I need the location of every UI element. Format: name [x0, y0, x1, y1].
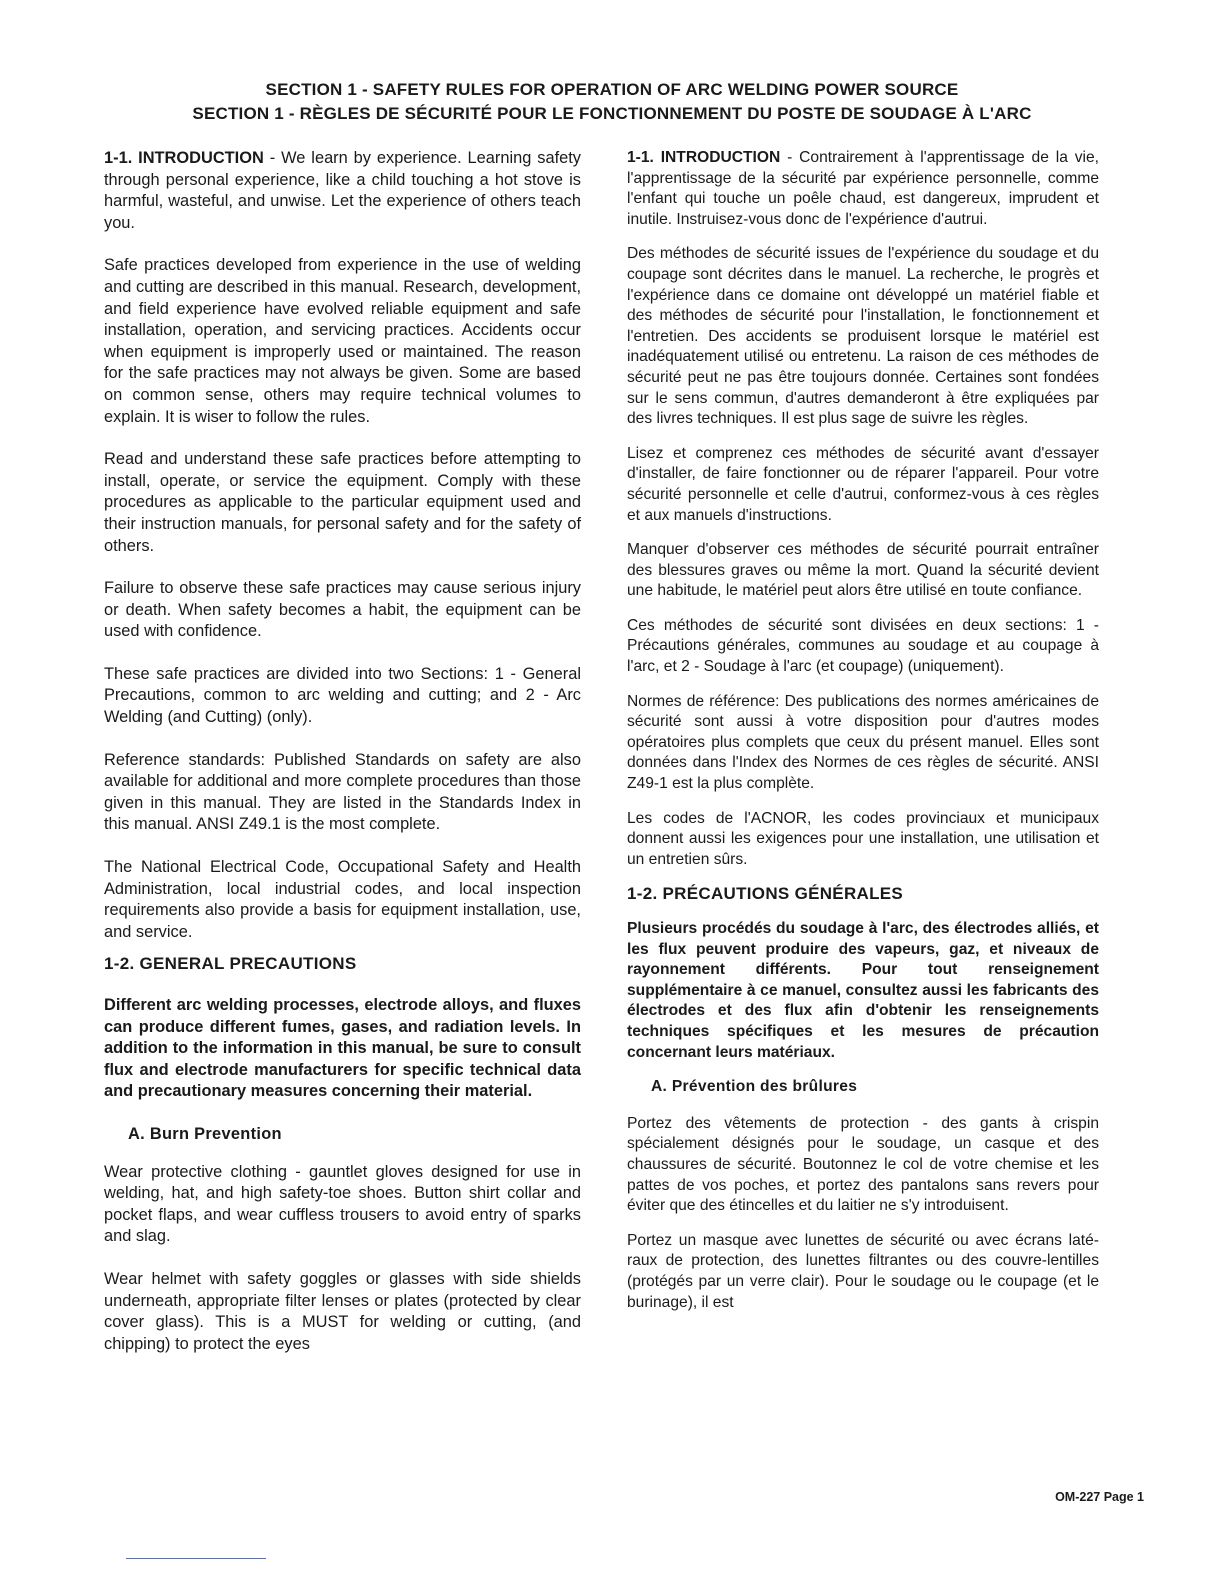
paragraph-safe-practices: Safe practices developed from experience in the use of welding and cutting are described in this manual. Research, development, and field experience have evolved reliable equipment and safe installation, operation, and servicing practices. Accidents occur when equipment is improperly used or maintained. The reason for the safe practices may not always be given. Some are based on common sense, others may require technical volumes to explain. It is wiser to follow the rules. [104, 256, 581, 426]
intro-heading-fr: 1-1. INTRODUCTION [627, 149, 781, 166]
english-column [104, 148, 581, 1376]
intro-paragraph [104, 148, 581, 234]
intro-heading: 1-1. INTRODUCTION [104, 149, 264, 167]
page-number: OM-227 Page 1 [1055, 1490, 1144, 1504]
intro-text-fr: - Contrairement à l'apprentissage de la vie, l'apprentissage de la sécurité par expérience personnelle, comme l'enfant qui touche un poêle chaud, est dangereux, imprudent et inutile. Instruisez-vous donc de l'expérience d'autrui. [627, 149, 1099, 228]
title-french: SECTION 1 - RÈGLES DE SÉCURITÉ POUR LE FONCTIONNEMENT DU POSTE DE SOUDAGE À L'ARC [192, 104, 1032, 123]
paragraph-electrical-code: The National Electrical Code, Occupational Safety and Health Administration, local industrial codes, and local inspection requirements also provide a basis for equipment installation, use, and service. [104, 858, 581, 941]
paragraph-helmet-fr: Portez un masque avec lunettes de sécurité ou avec écrans laté-raux de protection, des lunettes filtrantes ou des couvre-lentilles (protégés par un verre clair). Pour le soudage ou le coupage (et le burinage), il est [627, 1231, 1099, 1311]
general-precautions-warning: Different arc welding processes, electrode alloys, and fluxes can produce different fumes, gases, and radiation levels. In addition to the information in this manual, be sure to consult flux and electrode manufacturers for specific technical data and precautionary measures concerning their material. [104, 996, 581, 1101]
paragraph-read-understand: Read and understand these safe practices before attempting to install, operate, or service the equipment. Comply with these procedures as applicable to the particular equipment used and their instruction manuals, for personal safety and for the safety of others. [104, 450, 581, 555]
paragraph-helmet: Wear helmet with safety goggles or glasses with side shields underneath, appropriate filter lenses or plates (protected by clear cover glass). This is a MUST for welding or cutting, (and chipping) to protect the eyes [104, 1269, 581, 1353]
intro-text: - We learn by experience. Learning safety through personal experience, like a child touching a hot stove is harmful, wasteful, and unwise. Let the experience of others teach you. [104, 149, 581, 232]
general-precautions-warning-fr: Plusieurs procédés du soudage à l'arc, des électrodes alliés, et les flux peuvent produire des vapeurs, gaz, et niveaux de rayonnement différents. Pour tout renseignement supplémentaire à ce manuel, consultez aussi les fabricants des électrodes et des flux afin d'obtenir les renseignements techniques spécifiques et les mesures de précaution concernant leurs matériaux. [627, 920, 1099, 1061]
burn-prevention-heading: A. Burn Prevention [128, 1124, 282, 1143]
paragraph-reference-standards-fr: Normes de référence: Des publications des normes américaines de sécurité sont aussi à votre disposition pour d'autres modes opératoires plus complets que ceux du présent manuel. Elles sont données dans l'Index des Normes de ces règles de sécurité. ANSI Z49-1 est la plus complète. [627, 692, 1099, 793]
paragraph-sections-fr: Ces méthodes de sécurité sont divisées en deux sections: 1 - Précautions générales, communes au soudage et au coupage à l'arc, et 2 - Soudage à l'arc (et coupage) (uniquement). [627, 616, 1099, 676]
paragraph-protective-clothing: Wear protective clothing - gauntlet gloves designed for use in welding, hat, and high safety-toe shoes. Button shirt collar and pocket flaps, and wear cuffless trousers to avoid entry of sparks and slag. [104, 1162, 581, 1246]
scan-mark [126, 1558, 266, 1559]
burn-prevention-heading-fr: A. Prévention des brûlures [651, 1078, 858, 1096]
paragraph-electrical-code-fr: Les codes de l'ACNOR, les codes provinciaux et municipaux donnent aussi les exigences pour une installation, une utilisation et un entretien sûrs. [627, 809, 1099, 868]
intro-paragraph-fr [627, 148, 1099, 230]
paragraph-failure-fr: Manquer d'observer ces méthodes de sécurité pourrait entraîner des blessures graves ou même la mort. Quand la sécurité devient une habitude, le matériel peut alors être utilisé en toute confiance. [627, 541, 1099, 600]
paragraph-reference-standards: Reference standards: Published Standards on safety are also available for additional and more complete procedures than those given in this manual. They are listed in the Standards Index in this manual. ANSI Z49.1 is the most complete. [104, 750, 581, 834]
title-english: SECTION 1 - SAFETY RULES FOR OPERATION OF ARC WELDING POWER SOURCE [265, 80, 959, 99]
paragraph-protective-clothing-fr: Portez des vêtements de protection - des gants à crispin spécialement désignés pour le soudage, un casque et des chaussures de sécurité. Boutonnez le col de votre chemise et les pattes de vos poches, et portez des pantalons sans revers pour éviter que des étincelles et du laitier ne s'y introduisent. [627, 1114, 1099, 1215]
paragraph-failure: Failure to observe these safe practices may cause serious injury or death. When safety becomes a habit, the equipment can be used with confidence. [104, 579, 581, 641]
french-column [627, 148, 1099, 1327]
paragraph-sections: These safe practices are divided into two Sections: 1 - General Precautions, common to arc welding and cutting; and 2 - Arc Welding (and Cutting) (only). [104, 664, 581, 727]
paragraph-read-understand-fr: Lisez et comprenez ces méthodes de sécurité avant d'essayer d'installer, de faire fonctionner ou de réparer l'appareil. Pour votre sécurité personnelle et celle d'autrui, conformez-vous à ces règles et aux manuels d'instructions. [627, 444, 1099, 524]
general-precautions-heading: 1-2. GENERAL PRECAUTIONS [104, 954, 357, 974]
paragraph-safe-practices-fr: Des méthodes de sécurité issues de l'expérience du soudage et du coupage sont décrites dans le manuel. La recherche, le progrès et l'expérience dans ce domaine ont développé un matériel fiable et des méthodes de sécurité pour l'installation, le fonctionnement et l'entretien. Des accidents se produisent lorsque le matériel est inadéquatement utilisé ou entretenu. La raison de ces méthodes de sécurité peut ne pas être toujours donnée. Certaines sont fondées sur le sens commun, d'autres demanderont à être expliquées par des livres techniques. Il est plus sage de suivre les règles. [627, 245, 1099, 428]
general-precautions-heading-fr: 1-2. PRÉCAUTIONS GÉNÉRALES [627, 884, 904, 904]
section-titles [60, 78, 1164, 126]
